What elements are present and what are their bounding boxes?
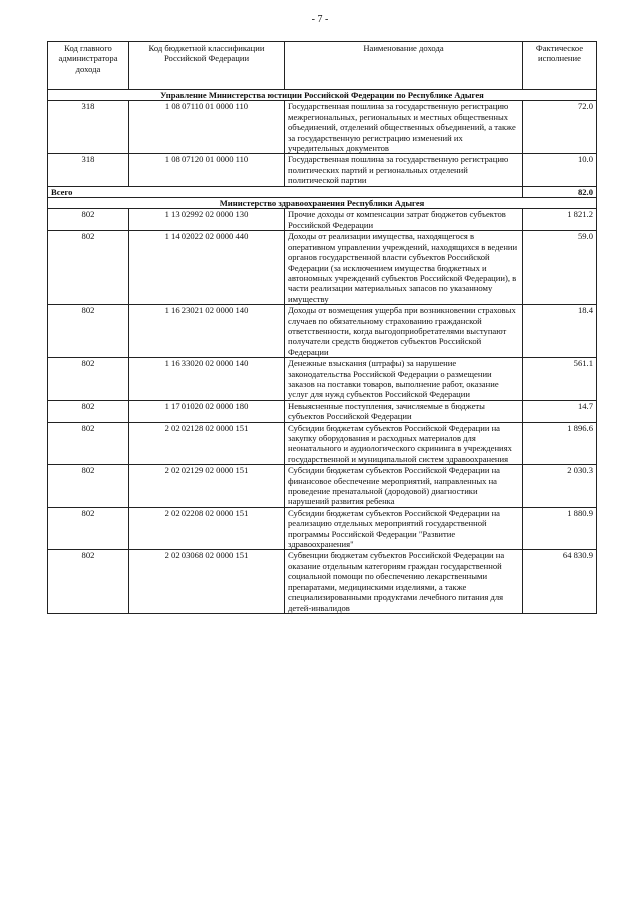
table-row	[48, 358, 597, 401]
budget-code-cell: 1 14 02022 02 0000 440	[129, 231, 285, 305]
admin-code-cell: 802	[48, 422, 129, 465]
table-header-row	[48, 42, 597, 90]
amount-cell: 18.4	[523, 305, 597, 358]
revenue-name-cell: Невыясненные поступления, зачисляемые в бюджеты субъектов Российской Федерации	[285, 400, 523, 422]
section-header	[48, 198, 597, 209]
admin-code-cell: 802	[48, 231, 129, 305]
revenue-name-cell: Доходы от реализации имущества, находящегося в оперативном управлении учреждений, находящихся в ведении органов государственной власти субъектов Российской Федерации (за исключением имущества бюджетных и автономных учреждений субъектов Российской Федерации), в части реализации материальных запасов по указанному имуществу	[285, 231, 523, 305]
budget-code-cell: 1 08 07110 01 0000 110	[129, 101, 285, 154]
admin-code-cell: 802	[48, 358, 129, 401]
budget-code-cell: 1 13 02992 02 0000 130	[129, 209, 285, 231]
admin-code-cell: 802	[48, 465, 129, 508]
admin-code-cell: 802	[48, 507, 129, 550]
header-revenue-name: Наименование дохода	[285, 42, 523, 90]
table-row	[48, 507, 597, 550]
revenue-name-cell: Субвенции бюджетам субъектов Российской Федерации на оказание отдельным категориям граждан государственной социальной помощи по обеспечению лекарственными препаратами, медицинскими изделиями, а также специализированными продуктами лечебного питания для детей-инвалидов	[285, 550, 523, 613]
amount-cell: 72.0	[523, 101, 597, 154]
admin-code-cell: 802	[48, 209, 129, 231]
amount-cell: 64 830.9	[523, 550, 597, 613]
table-row	[48, 422, 597, 465]
revenue-name-cell: Субсидии бюджетам субъектов Российской Федерации на финансовое обеспечение мероприятий, направленных на проведение пренатальной (дородовой) диагностики нарушений развития ребенка	[285, 465, 523, 508]
admin-code-cell: 802	[48, 305, 129, 358]
revenue-table	[47, 41, 597, 614]
table-row	[48, 231, 597, 305]
budget-code-cell: 2 02 02208 02 0000 151	[129, 507, 285, 550]
table-row	[48, 154, 597, 186]
admin-code-cell: 802	[48, 550, 129, 613]
section-title: Управление Министерства юстиции Российской Федерации по Республике Адыгея	[48, 90, 597, 101]
table-row	[48, 305, 597, 358]
table-row	[48, 101, 597, 154]
revenue-name-cell: Субсидии бюджетам субъектов Российской Федерации на реализацию отдельных мероприятий государственной программы Российской Федерации "Развитие здравоохранения"	[285, 507, 523, 550]
page-number: - 7 -	[311, 14, 329, 25]
amount-cell: 1 821.2	[523, 209, 597, 231]
header-budget-code: Код бюджетной классификации Российской Федерации	[129, 42, 285, 90]
amount-cell: 14.7	[523, 400, 597, 422]
revenue-name-cell: Государственная пошлина за государственную регистрацию межрегиональных, региональных и местных общественных объединений, отделений общественных объединений, а также за государственную регистрацию изменений их учредительных документов	[285, 101, 523, 154]
revenue-name-cell: Государственная пошлина за государственную регистрацию политических партий и региональных отделений политической партии	[285, 154, 523, 186]
budget-code-cell: 1 16 23021 02 0000 140	[129, 305, 285, 358]
budget-code-cell: 1 16 33020 02 0000 140	[129, 358, 285, 401]
header-admin-code: Код главного администратора дохода	[48, 42, 129, 90]
amount-cell: 1 880.9	[523, 507, 597, 550]
table-row	[48, 550, 597, 613]
amount-cell: 10.0	[523, 154, 597, 186]
total-label: Всего	[48, 186, 129, 197]
table-row	[48, 400, 597, 422]
total-row	[48, 186, 597, 197]
total-amount: 82.0	[523, 186, 597, 197]
admin-code-cell: 318	[48, 101, 129, 154]
admin-code-cell: 802	[48, 400, 129, 422]
section-title: Министерство здравоохранения Республики Адыгея	[48, 198, 597, 209]
budget-code-cell: 2 02 02129 02 0000 151	[129, 465, 285, 508]
amount-cell: 561.1	[523, 358, 597, 401]
total-spacer	[129, 186, 285, 197]
amount-cell: 2 030.3	[523, 465, 597, 508]
revenue-name-cell: Субсидии бюджетам субъектов Российской Федерации на закупку оборудования и расходных материалов для неонатального и аудиологического скрининга в учреждениях государственной и муниципальной систем здравоохранения	[285, 422, 523, 465]
table-row	[48, 209, 597, 231]
revenue-name-cell: Прочие доходы от компенсации затрат бюджетов субъектов Российской Федерации	[285, 209, 523, 231]
amount-cell: 1 896.6	[523, 422, 597, 465]
budget-code-cell: 1 08 07120 01 0000 110	[129, 154, 285, 186]
admin-code-cell: 318	[48, 154, 129, 186]
section-header	[48, 90, 597, 101]
amount-cell: 59.0	[523, 231, 597, 305]
budget-code-cell: 1 17 01020 02 0000 180	[129, 400, 285, 422]
budget-code-cell: 2 02 02128 02 0000 151	[129, 422, 285, 465]
budget-code-cell: 2 02 03068 02 0000 151	[129, 550, 285, 613]
total-spacer	[285, 186, 523, 197]
revenue-name-cell: Денежные взыскания (штрафы) за нарушение законодательства Российской Федерации о размещении заказов на поставки товаров, выполнение работ, оказание услуг для нужд субъектов Российской Федерации	[285, 358, 523, 401]
table-row	[48, 465, 597, 508]
revenue-name-cell: Доходы от возмещения ущерба при возникновении страховых случаев по обязательному страхованию гражданской ответственности, когда выгодоприобретателями выступают получатели средств бюджетов субъектов Российской Федерации	[285, 305, 523, 358]
header-actual-amount: Фактическое исполнение	[523, 42, 597, 90]
